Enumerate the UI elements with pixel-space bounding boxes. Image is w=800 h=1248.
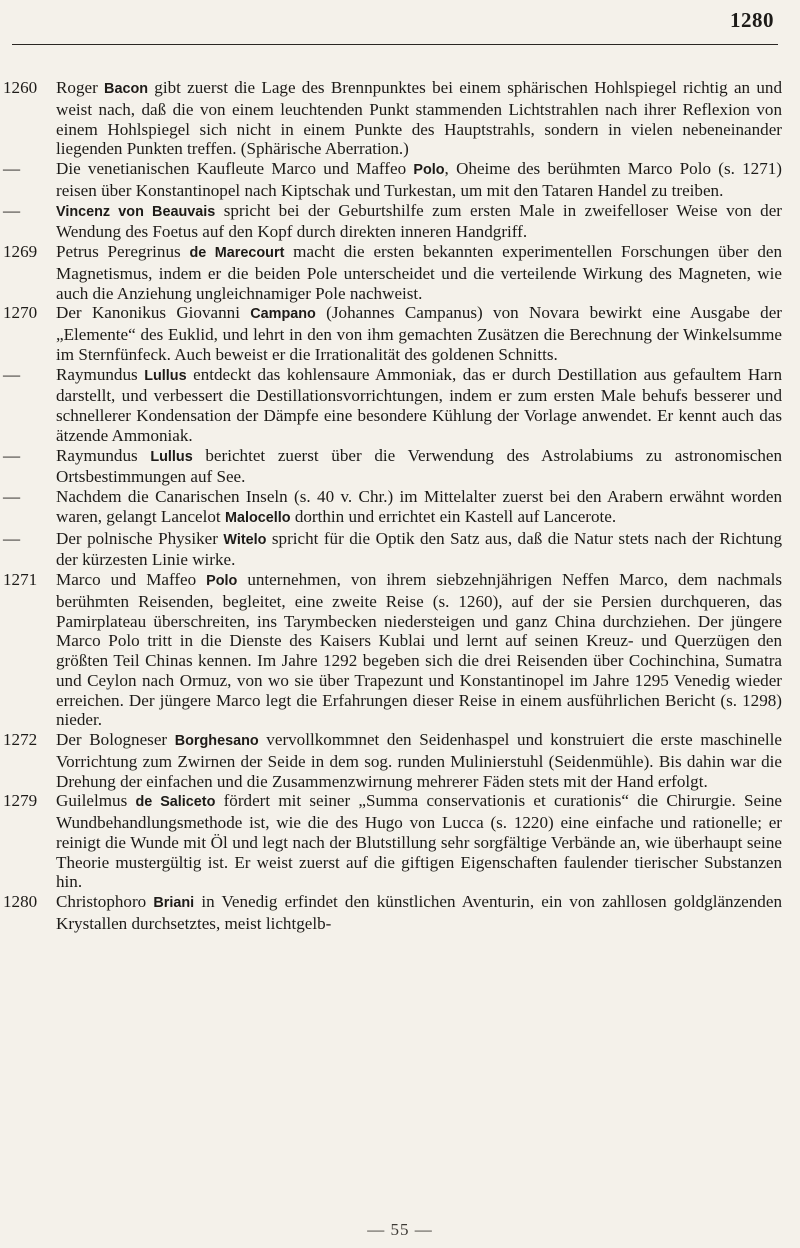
entry [2,529,792,571]
entry-text: Der Bologneser Borghesano vervollkommnet den Seidenhaspel und konstruiert die erste maschinelle Vorrichtung zum Zwirnen der Seide in dem sog. runden Mulinierstuhl (Seidenmühle). Bis dahin war die Drehung der einfachen und die Zusammenzwirnung mehrerer Fäden stets mit der Hand erfolgt. [56,730,782,791]
person-name: Polo [413,162,445,178]
entry [2,446,792,488]
person-name: Polo [206,573,238,589]
entry [2,487,792,529]
chronology-entries [2,78,792,934]
entry-text: Christophoro Briani in Venedig erfindet den künstlichen Aventurin, ein von zahllosen goldglänzenden Krystallen durchsetztes, meist lichtgelb- [56,892,782,933]
person-name: Borghesano [174,733,259,749]
entry-text: Roger Bacon gibt zuerst die Lage des Brennpunktes bei einem sphärischen Hohlspiegel richtig an und weist nach, daß die von einem leuchtenden Punkt stammenden Lichtstrahlen nach ihrer Reflexion von einem Hohlspiegel sich nicht in einem Punkte des Hauptstrahls, sondern in vielen nebeneinander liegenden Punkten treffen. (Sphärische Aberration.) [56,78,782,159]
entry-year: 1260 [3,78,38,97]
person-name: Briani [153,895,195,911]
entry [2,730,792,791]
entry [2,365,792,446]
person-name: Malocello [224,509,291,526]
entry-year: 1279 [3,791,38,811]
entry-text: Nachdem die Canarischen Inseln (s. 40 v. Chr.) im Mittelalter zuerst bei den Arabern erwähnt worden waren, gelangt Lancelot Malocello dorthin und errichtet ein Kastell auf Lancerote. [56,487,782,526]
entry-year: — [3,159,21,178]
entry-year: — [3,445,21,465]
entry-text: Vincenz von Beauvais spricht bei der Geburtshilfe zum ersten Male in zweifelloser Weise von der Wendung des Foetus auf den Kopf durch direkten inneren Handgriff. [56,200,782,242]
running-head-year: 1280 [730,8,774,32]
entry-text: Die venetianischen Kaufleute Marco und Maffeo Polo, Oheime des berühmten Marco Polo (s. 1271) reisen über Konstantinopel nach Kiptschak und Turkestan, um mit den Tataren Handel zu treiben. [56,159,782,200]
entry [2,242,792,303]
page-folio: — 55 — [367,1220,433,1239]
entry [2,570,792,730]
entry-text: Der Kanonikus Giovanni Campano (Johannes Campanus) von Novara bewirkt eine Ausgabe der „Elemente“ des Euklid, und lehrt in den von ihm gemachten Zusätzen die Berechnung der Winkelsumme im Sternfünfeck. Auch beweist er die Irrationalität des goldenen Schnitts. [56,303,782,364]
entry-text: Der polnische Physiker Witelo spricht für die Optik den Satz aus, daß die Natur stets nach der Richtung der kürzesten Linie wirke. [56,528,782,570]
entry [2,201,792,243]
entry-text: Guilelmus de Saliceto fördert mit seiner „Summa conservationis et curationis“ die Chirurgie. Seine Wundbehandlungsmethode ist, wie die des Hugo von Lucca (s. 1220) eine einfache und rationelle; er reinigt die Wunde mit Öl und legt nach der Blutstillung sehr sorgfältige Verbände an, wie überhaupt seine Theorie mustergültig ist. Er weist zuerst auf die giftigen Eigenschaften faulender tierischer Substanzen hin. [56,791,782,892]
entry-year: — [3,528,21,548]
header-rule [12,44,778,45]
person-name: de Saliceto [135,794,216,811]
entry-year: 1272 [3,730,38,749]
entry-year: — [3,364,21,384]
entry-year: 1270 [3,303,38,323]
person-name: Lullus [144,367,187,384]
entry-year: — [3,487,21,506]
entry-year: 1280 [3,892,38,911]
entry-text: Marco und Maffeo Polo unternehmen, von ihrem siebzehnjährigen Neffen Marco, dem nachmals berühmten Reisenden, begleitet, eine zweite Reise (s. 1260), auf der sie Persien durchqueren, das Pamirplateau überschreiten, ins Tarymbecken niedersteigen und ganz China durchziehen. Der jüngere Marco Polo tritt in die Dienste des Kaisers Kublai und lernt auf seinen Kreuz- und Querzügen den größten Teil Chinas kennen. Im Jahre 1292 begeben sich die drei Reisenden über Cochinchina, Sumatra und Ceylon nach Ormuz, von wo sie über Trapezunt und Konstantinopel im Jahre 1295 Venedig wieder erreichen. Der jüngere Marco legt die Erfahrungen dieser Reise in einem ausführlichen Bericht (s. 1298) nieder. [56,570,782,730]
person-name: Vincenz von Beauvais [56,203,216,220]
entry [2,892,792,934]
entry-text: Raymundus Lullus entdeckt das kohlensaure Ammoniak, das er durch Destillation aus gefaultem Harn darstellt, und verbessert die Destillationsvorrichtungen, indem er zum ersten Male behufs besserer und schnellerer Kondensation der Dämpfe eine besondere Kühlung der Vorlage anwendet. Er kennt auch das ätzende Ammoniak. [56,364,782,445]
entry [2,303,792,364]
entry [2,78,792,159]
person-name: Campano [250,306,316,323]
person-name: Bacon [104,81,149,97]
person-name: Witelo [223,531,267,548]
entry [2,159,792,201]
person-name: Lullus [150,448,193,465]
entry-year: 1271 [3,570,38,589]
entry-year: — [3,200,21,220]
entry-text: Raymundus Lullus berichtet zuerst über die Verwendung des Astrolabiums zu astronomischen Ortsbestimmungen auf See. [56,445,782,487]
entry-text: Petrus Peregrinus de Marecourt macht die ersten bekannten experimentellen Forschungen über den Magnetismus, indem er die beiden Pole unterscheidet und die verteilende Wirkung des Magneten, wie auch die Anziehung ungleichnamiger Pole nachweist. [56,242,783,303]
entry [2,791,792,892]
entry-year: 1269 [3,242,38,261]
person-name: de Marecourt [189,245,285,261]
